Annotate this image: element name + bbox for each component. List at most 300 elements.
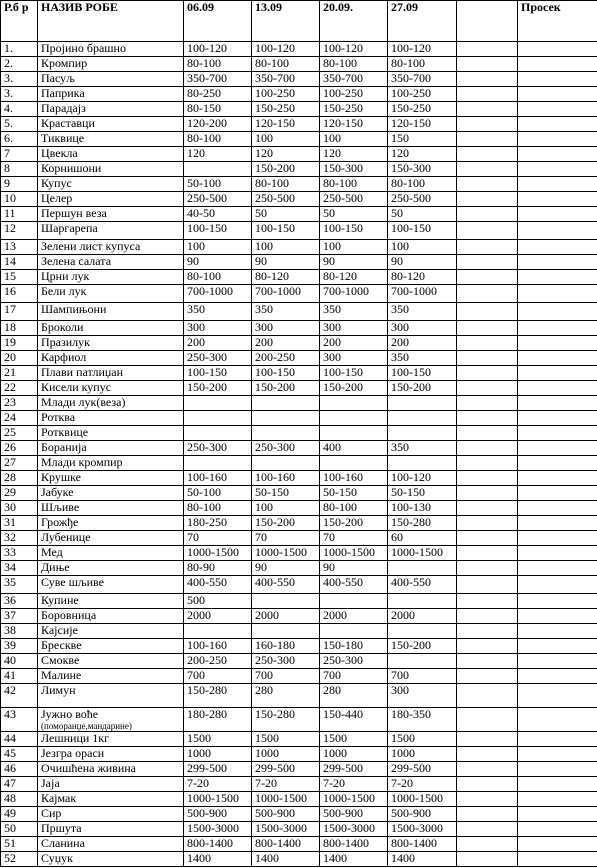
table-row [1,381,597,396]
row-number: 15 [1,270,38,285]
price-cell-week-4: 100-130 [388,501,457,516]
item-name: Плави патлиџан [41,365,124,379]
row-number: 32 [1,531,38,546]
item-name: Малине [41,668,82,682]
table-row [1,192,597,207]
blank-cell [457,321,518,336]
table-row [1,708,597,732]
table-row [1,207,597,222]
item-name-cell [38,321,184,336]
table-row [1,411,597,426]
price-cell-week-3: 70 [320,531,388,546]
average-cell [518,546,597,561]
price-cell-week-2: 100 [252,132,320,147]
price-cell-week-1: 120-200 [184,117,252,132]
header-average: Просек [518,1,597,42]
item-name-cell [38,207,184,222]
price-cell-week-2: 120 [252,147,320,162]
blank-cell [457,102,518,117]
average-cell [518,102,597,117]
price-cell-week-4: 299-500 [388,762,457,777]
row-number: 29 [1,486,38,501]
average-cell [518,285,597,303]
item-name: Крушке [41,470,81,484]
price-cell-week-1: 250-300 [184,351,252,366]
price-cell-week-4 [388,456,457,471]
blank-cell [457,531,518,546]
price-cell-week-1: 1500 [184,732,252,747]
price-cell-week-3 [320,594,388,609]
row-number: 9 [1,177,38,192]
row-number: 33 [1,546,38,561]
price-cell-week-3: 100-160 [320,471,388,486]
table-row [1,87,597,102]
price-cell-week-4: 1500 [388,732,457,747]
item-name-cell [38,639,184,654]
price-cell-week-4 [388,411,457,426]
average-cell [518,336,597,351]
average-cell [518,321,597,336]
average-cell [518,486,597,501]
row-number: 12 [1,222,38,240]
item-name-cell [38,792,184,807]
price-cell-week-1: 400-550 [184,576,252,594]
table-row [1,669,597,684]
row-number: 51 [1,837,38,852]
item-name: Грожђе [41,515,79,529]
header-item-name: НАЗИВ РОБЕ [38,1,184,42]
blank-cell [457,270,518,285]
price-cell-week-1 [184,456,252,471]
row-number: 31 [1,516,38,531]
price-cell-week-4: 300 [388,321,457,336]
price-cell-week-4: 100-150 [388,222,457,240]
row-number: 46 [1,762,38,777]
price-cell-week-3: 1500-3000 [320,822,388,837]
price-cell-week-3: 500-900 [320,807,388,822]
table-row [1,441,597,456]
row-number: 50 [1,822,38,837]
blank-cell [457,609,518,624]
item-name-cell [38,102,184,117]
price-cell-week-3 [320,456,388,471]
price-cell-week-3: 250-500 [320,192,388,207]
price-cell-week-2: 250-300 [252,654,320,669]
table-row [1,822,597,837]
row-number: 22 [1,381,38,396]
item-name: Бели лук [41,284,87,298]
average-cell [518,669,597,684]
price-cell-week-3: 299-500 [320,762,388,777]
price-cell-week-2: 50 [252,207,320,222]
blank-cell [457,42,518,57]
price-cell-week-2: 7-20 [252,777,320,792]
average-cell [518,684,597,708]
item-name-cell [38,684,184,708]
item-name-cell [38,396,184,411]
price-cell-week-2: 100-150 [252,222,320,240]
table-row [1,117,597,132]
item-name-cell [38,777,184,792]
blank-cell [457,669,518,684]
price-cell-week-2: 90 [252,561,320,576]
blank-cell [457,255,518,270]
price-cell-week-3: 90 [320,255,388,270]
item-name: Шљиве [41,500,80,514]
price-cell-week-3: 400 [320,441,388,456]
item-name-cell [38,747,184,762]
price-cell-week-4: 700-1000 [388,285,457,303]
average-cell [518,411,597,426]
average-cell [518,222,597,240]
table-row [1,162,597,177]
price-cell-week-3: 300 [320,351,388,366]
price-cell-week-2: 80-100 [252,57,320,72]
price-cell-week-4: 100-120 [388,471,457,486]
item-name: Парадајз [41,101,86,115]
price-cell-week-2: 1000 [252,747,320,762]
price-cell-week-3: 2000 [320,609,388,624]
price-cell-week-1: 180-250 [184,516,252,531]
price-cell-week-3: 80-100 [320,177,388,192]
average-cell [518,837,597,852]
item-name: Тиквице [41,131,85,145]
item-name-cell [38,411,184,426]
blank-cell [457,684,518,708]
row-number: 49 [1,807,38,822]
average-cell [518,240,597,255]
price-cell-week-2: 50-150 [252,486,320,501]
blank-cell [457,222,518,240]
row-number: 8 [1,162,38,177]
average-cell [518,639,597,654]
table-row [1,654,597,669]
price-cell-week-3: 90 [320,561,388,576]
row-number: 10 [1,192,38,207]
blank-cell [457,732,518,747]
blank-cell [457,441,518,456]
item-name: Језгра ораси [41,746,105,760]
price-cell-week-3: 120-150 [320,117,388,132]
price-cell-week-4: 100-150 [388,366,457,381]
price-cell-week-1 [184,162,252,177]
table-body [1,42,597,867]
average-cell [518,207,597,222]
blank-cell [457,594,518,609]
item-name: Празилук [41,335,90,349]
price-cell-week-1: 100-160 [184,471,252,486]
table-row [1,486,597,501]
price-cell-week-1: 350-700 [184,72,252,87]
price-cell-week-3: 1500 [320,732,388,747]
price-cell-week-2: 100 [252,501,320,516]
price-cell-week-4 [388,396,457,411]
price-cell-week-4: 350-700 [388,72,457,87]
item-name-cell [38,594,184,609]
item-name-cell [38,576,184,594]
blank-cell [457,411,518,426]
average-cell [518,762,597,777]
price-cell-week-4 [388,426,457,441]
price-cell-week-2 [252,624,320,639]
row-number: 5. [1,117,38,132]
average-cell [518,852,597,867]
blank-cell [457,396,518,411]
blank-cell [457,576,518,594]
table-row [1,516,597,531]
item-name: Сланина [41,836,85,850]
table-row [1,102,597,117]
price-cell-week-4: 1000-1500 [388,792,457,807]
item-name-cell [38,654,184,669]
price-cell-week-1: 800-1400 [184,837,252,852]
average-cell [518,132,597,147]
price-cell-week-4: 400-550 [388,576,457,594]
blank-cell [457,117,518,132]
price-cell-week-4: 1000 [388,747,457,762]
table-row [1,777,597,792]
price-cell-week-4: 700 [388,669,457,684]
price-cell-week-2 [252,456,320,471]
average-cell [518,624,597,639]
row-number: 40 [1,654,38,669]
price-cell-week-2 [252,594,320,609]
price-cell-week-4: 500-900 [388,807,457,822]
average-cell [518,516,597,531]
item-name: Млади лук(веза) [41,395,126,409]
average-cell [518,609,597,624]
item-name: Боранија [41,440,87,454]
price-cell-week-3: 800-1400 [320,837,388,852]
blank-cell [457,192,518,207]
price-cell-week-2 [252,426,320,441]
price-cell-week-1: 50-100 [184,486,252,501]
price-cell-week-2: 2000 [252,609,320,624]
average-cell [518,255,597,270]
item-name-cell [38,852,184,867]
price-cell-week-4: 150-200 [388,639,457,654]
item-name: Краставци [41,116,95,130]
price-cell-week-3: 80-120 [320,270,388,285]
header-date-4: 27.09 [388,1,457,42]
price-cell-week-2: 150-200 [252,516,320,531]
average-cell [518,351,597,366]
item-name: Кисели купус [41,380,112,394]
price-cell-week-3: 80-100 [320,501,388,516]
price-cell-week-4: 80-100 [388,57,457,72]
average-cell [518,177,597,192]
average-cell [518,270,597,285]
header-number: Р.б р [1,1,38,42]
price-cell-week-4: 350 [388,303,457,321]
blank-cell [457,708,518,732]
blank-cell [457,351,518,366]
price-cell-week-4: 150-300 [388,162,457,177]
table-row [1,609,597,624]
item-name: Суџук [41,851,73,865]
price-cell-week-1: 80-250 [184,87,252,102]
price-cell-week-2: 500-900 [252,807,320,822]
average-cell [518,192,597,207]
average-cell [518,732,597,747]
average-cell [518,57,597,72]
row-number: 14 [1,255,38,270]
item-name-cell [38,708,184,732]
price-cell-week-3: 100-120 [320,42,388,57]
table-row [1,531,597,546]
price-cell-week-1: 250-500 [184,192,252,207]
header-row [1,1,597,42]
item-name: Зелени лист купуса [41,239,141,253]
price-cell-week-4: 1000-1500 [388,546,457,561]
table-row [1,807,597,822]
blank-cell [457,207,518,222]
item-name: Ротква [41,410,76,424]
price-cell-week-3: 100 [320,240,388,255]
price-cell-week-2: 1000-1500 [252,546,320,561]
row-number: 37 [1,609,38,624]
average-cell [518,147,597,162]
table-row [1,561,597,576]
item-name: Лешници 1кг [41,731,110,745]
blank-cell [457,162,518,177]
price-cell-week-3: 150-300 [320,162,388,177]
price-cell-week-3: 100-250 [320,87,388,102]
item-name-cell [38,732,184,747]
item-name: Јабуке [41,485,74,499]
average-cell [518,561,597,576]
price-cell-week-1: 250-300 [184,441,252,456]
item-name-cell [38,837,184,852]
row-number: 20 [1,351,38,366]
price-cell-week-1: 7-20 [184,777,252,792]
price-cell-week-3: 150-250 [320,102,388,117]
price-cell-week-2: 100-160 [252,471,320,486]
price-cell-week-3 [320,411,388,426]
item-name: Пасуљ [41,71,75,85]
price-cell-week-4: 1400 [388,852,457,867]
row-number: 21 [1,366,38,381]
table-row [1,576,597,594]
price-cell-week-3: 120 [320,147,388,162]
blank-cell [457,777,518,792]
row-number: 26 [1,441,38,456]
price-cell-week-2: 200-250 [252,351,320,366]
price-cell-week-3: 150-440 [320,708,388,732]
blank-cell [457,285,518,303]
row-number: 48 [1,792,38,807]
price-cell-week-1 [184,426,252,441]
average-cell [518,456,597,471]
price-cell-week-2 [252,396,320,411]
table-row [1,732,597,747]
row-number: 35 [1,576,38,594]
average-cell [518,777,597,792]
item-name-cell [38,162,184,177]
row-number: 2. [1,57,38,72]
price-cell-week-2: 150-250 [252,102,320,117]
row-number: 41 [1,669,38,684]
table-row [1,426,597,441]
price-cell-week-2: 200 [252,336,320,351]
blank-cell [457,72,518,87]
table-row [1,222,597,240]
blank-cell [457,240,518,255]
price-cell-week-4: 100-250 [388,87,457,102]
item-name-cell [38,72,184,87]
header-date-3: 20.09. [320,1,388,42]
item-name-cell [38,192,184,207]
item-name: Млади кромпир [41,455,123,469]
item-name: Лубенице [41,530,91,544]
price-cell-week-3: 700-1000 [320,285,388,303]
item-name: Паприка [41,86,85,100]
price-cell-week-3: 80-100 [320,57,388,72]
blank-cell [457,837,518,852]
price-cell-week-1: 1000-1500 [184,792,252,807]
price-cell-week-1: 300 [184,321,252,336]
price-cell-week-4: 100 [388,240,457,255]
item-name-cell [38,270,184,285]
row-number: 44 [1,732,38,747]
average-cell [518,72,597,87]
item-name-cell [38,222,184,240]
price-cell-week-3: 280 [320,684,388,708]
table-row [1,303,597,321]
price-cell-week-1: 2000 [184,609,252,624]
price-cell-week-4: 1500-3000 [388,822,457,837]
row-number: 23 [1,396,38,411]
price-cell-week-1 [184,624,252,639]
blank-cell [457,456,518,471]
row-number: 7 [1,147,38,162]
price-cell-week-2: 100 [252,240,320,255]
table-row [1,792,597,807]
average-cell [518,654,597,669]
price-cell-week-4: 80-120 [388,270,457,285]
item-name-cell [38,471,184,486]
price-cell-week-1: 1500-3000 [184,822,252,837]
price-cell-week-2: 70 [252,531,320,546]
price-cell-week-1: 350 [184,303,252,321]
table-row [1,501,597,516]
price-cell-week-4: 150-200 [388,381,457,396]
item-name: Кајсије [41,623,78,637]
row-number: 3. [1,72,38,87]
item-name: Пршута [41,821,82,835]
table-row [1,255,597,270]
item-name-cell [38,609,184,624]
row-number: 30 [1,501,38,516]
blank-cell [457,561,518,576]
price-cell-week-4: 200 [388,336,457,351]
blank-cell [457,87,518,102]
price-cell-week-2: 100-150 [252,366,320,381]
item-name: Ротквице [41,425,89,439]
item-name-cell [38,426,184,441]
row-number: 17 [1,303,38,321]
price-cell-week-3: 1000-1500 [320,546,388,561]
price-cell-week-1: 299-500 [184,762,252,777]
price-cell-week-3: 700 [320,669,388,684]
item-name-cell [38,624,184,639]
row-number: 24 [1,411,38,426]
price-cell-week-4: 90 [388,255,457,270]
blank-cell [457,747,518,762]
row-number: 39 [1,639,38,654]
price-cell-week-4: 100-120 [388,42,457,57]
item-name: Купине [41,593,79,607]
